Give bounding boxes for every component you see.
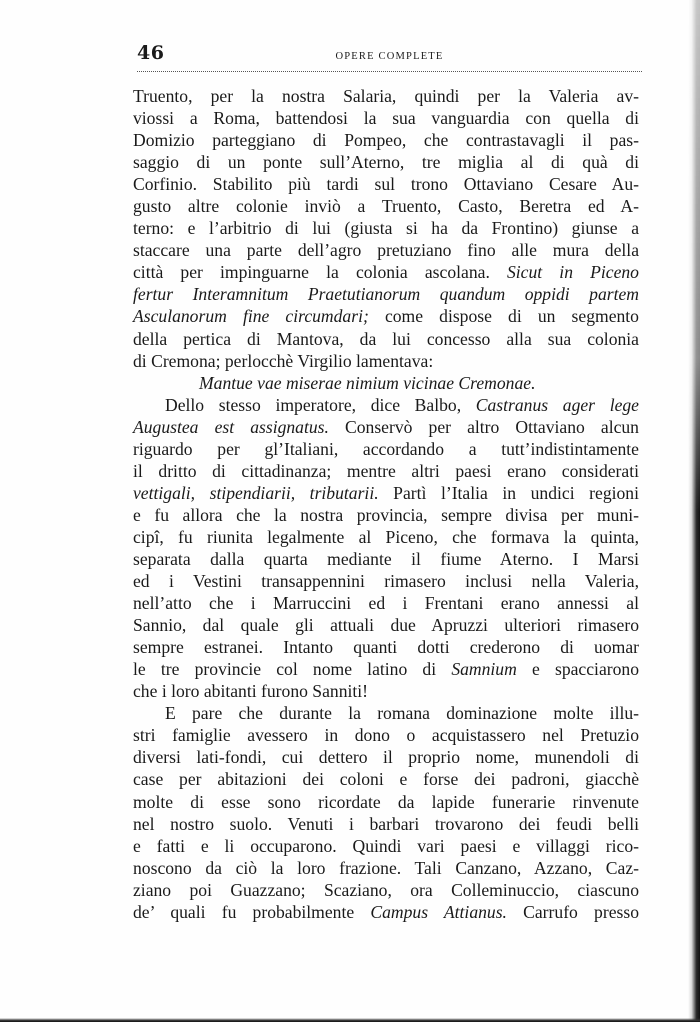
text-line — [133, 570, 639, 592]
text-line — [133, 350, 639, 372]
running-head: OPERE COMPLETE — [335, 51, 444, 62]
text-segment: nel nostro suolo. Venuti i barbari trovarono dei feudi belli — [133, 813, 639, 834]
text-line — [133, 526, 639, 548]
text-segment: Domizio parteggiano di Pompeo, che contrastavagli il pas- — [133, 130, 639, 151]
page-header — [137, 40, 642, 76]
text-segment: ziano poi Guazzano; Scaziano, ora Colleminuccio, ciascuno — [133, 879, 639, 900]
text-line — [133, 261, 639, 283]
text-line — [133, 614, 639, 636]
text-segment: viossi a Roma, battendosi la sua vanguardia con quella di — [133, 108, 639, 129]
text-segment: separata dalla quarta mediante il fiume Aterno. I Marsi — [133, 548, 639, 569]
text-segment: come dispose di un segmento — [368, 306, 639, 327]
text-line — [133, 305, 639, 327]
italic-latin-phrase: vettigali, stipendiarii, tributarii. — [133, 482, 379, 503]
text-segment: de’ quali fu probabilmente — [133, 901, 371, 922]
text-line — [133, 107, 639, 129]
italic-latin-phrase: Augustea est assignatus. — [133, 416, 329, 437]
text-line — [133, 813, 639, 835]
text-segment: noscono da ciò la loro frazione. Tali Canzano, Azzano, Caz- — [133, 857, 639, 878]
text-segment: Carrufo presso — [506, 901, 639, 922]
italic-latin-phrase: Campus Attianus. — [370, 901, 507, 922]
text-segment: gusto altre colonie inviò a Truento, Casto, Beretra ed A- — [133, 196, 639, 217]
italic-latin-phrase: fertur Interamnitum Praetutianorum quandum oppidi partem — [133, 284, 639, 305]
text-segment: sempre estranei. Intanto quanti dotti crederono di uomar — [133, 637, 639, 658]
text-segment: Dello stesso imperatore, dice Balbo, — [165, 394, 476, 415]
text-segment: diversi lati-fondi, cui dettero il proprio nome, munendoli di — [133, 747, 639, 768]
italic-latin-phrase: Mantue vae miserae nimium vicinae Cremonae. — [199, 372, 536, 393]
text-segment: Truento, per la nostra Salaria, quindi per la Valeria av- — [133, 86, 639, 106]
text-segment: città per impinguarne la colonia ascolana. — [133, 262, 507, 283]
italic-latin-phrase: Sicut in Piceno — [506, 262, 639, 283]
text-line — [133, 283, 639, 305]
text-line — [133, 129, 639, 151]
text-line — [133, 857, 639, 879]
page-bottom-edge — [0, 1018, 700, 1022]
text-segment: Sannio, dal quale gli attuali due Apruzzi ulteriori rimasero — [133, 615, 639, 636]
text-segment: e fatti e li occuparono. Quindi vari paesi e villaggi rico- — [133, 835, 639, 856]
text-segment: Conservò per altro Ottaviano alcun — [328, 416, 639, 437]
text-line — [133, 328, 639, 350]
text-segment: il dritto di cittadinanza; mentre altri paesi erano considerati — [133, 460, 639, 481]
text-line — [133, 482, 639, 504]
text-line — [133, 680, 639, 702]
text-line — [133, 746, 639, 768]
text-line — [133, 151, 639, 173]
text-segment: che i loro abitanti furono Sanniti! — [133, 681, 369, 702]
text-line — [133, 195, 639, 217]
text-line — [133, 239, 639, 261]
text-line — [133, 702, 639, 724]
text-segment: terno: e l’arbitrio di lui (giusta si ha da Frontino) giunse a — [133, 218, 639, 239]
text-segment: le tre provincie col nome latino di — [133, 659, 452, 680]
italic-latin-phrase: Castranus ager lege — [475, 394, 639, 415]
text-line — [133, 394, 639, 416]
text-line — [133, 901, 639, 923]
text-line — [133, 504, 639, 526]
text-line — [133, 173, 639, 195]
text-line — [133, 768, 639, 790]
text-line — [133, 217, 639, 239]
text-segment: nell’atto che i Marruccini ed i Frentani erano annessi al — [133, 593, 639, 614]
text-line — [133, 835, 639, 857]
text-segment: Corfinio. Stabilito più tardi sul trono Ottaviano Cesare Au- — [133, 174, 639, 195]
text-line — [133, 724, 639, 746]
text-segment: e fu allora che la nostra provincia, sempre divisa per muni- — [133, 504, 639, 525]
text-line — [133, 791, 639, 813]
text-line — [133, 438, 639, 460]
text-segment: Partì l’Italia in undici regioni — [378, 482, 639, 503]
text-line — [133, 85, 639, 107]
page-edge-shadow — [688, 0, 700, 1022]
verse-quote-line — [133, 372, 639, 394]
text-segment: e spacciarono — [516, 659, 640, 680]
header-rule — [137, 71, 642, 72]
text-line — [133, 592, 639, 614]
text-line — [133, 658, 639, 680]
text-segment: staccare una parte dell’agro pretuziano fino alle mura della — [133, 240, 639, 261]
text-segment: ed i Vestini transappennini rimasero inclusi nella Valeria, — [133, 571, 639, 592]
text-segment: saggio di un ponte sull’Aterno, tre miglia al di quà di — [133, 152, 639, 173]
text-line — [133, 879, 639, 901]
text-segment: di Cremona; perlocchè Virgilio lamentava: — [133, 350, 434, 371]
italic-latin-phrase: Asculanorum fine circumdari; — [133, 306, 369, 327]
body-text — [133, 85, 639, 923]
text-line — [133, 548, 639, 570]
italic-latin-phrase: Samnium — [451, 659, 517, 680]
text-line — [133, 636, 639, 658]
text-segment: molte di esse sono ricordate da lapide funerarie rinvenute — [133, 791, 639, 812]
text-segment: E pare che durante la romana dominazione molte illu- — [165, 703, 639, 724]
text-segment: riguardo per gl’Italiani, accordando a tutt’indistintamente — [133, 438, 639, 459]
text-segment: cipî, fu riunita legalmente al Piceno, che formava la quinta, — [133, 526, 639, 547]
text-segment: della pertica di Mantova, da lui concesso alla sua colonia — [133, 328, 639, 349]
text-line — [133, 416, 639, 438]
text-line — [133, 460, 639, 482]
text-segment: case per abitazioni dei coloni e forse dei padroni, giacchè — [133, 769, 639, 790]
page-number: 46 — [137, 42, 165, 64]
text-segment: stri famiglie avessero in dono o acquistassero nel Pretuzio — [133, 725, 639, 746]
